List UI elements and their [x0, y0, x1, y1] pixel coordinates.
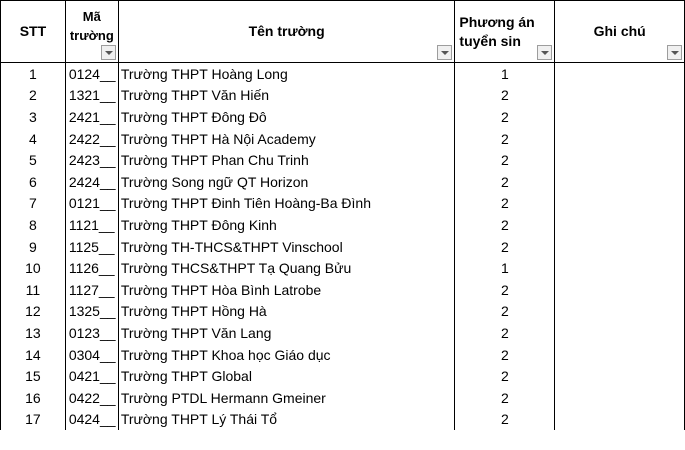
header-phuong-an	[455, 1, 555, 63]
cell-school-name[interactable]: Trường THPT Hà Nội Academy	[118, 128, 455, 150]
header-stt	[1, 1, 66, 63]
cell-stt[interactable]: 17	[1, 409, 66, 431]
table-row	[1, 214, 685, 236]
cell-stt[interactable]: 5	[1, 149, 66, 171]
header-row	[1, 1, 685, 63]
table-row	[1, 322, 685, 344]
cell-school-name[interactable]: Trường THCS&THPT Tạ Quang Bửu	[118, 257, 455, 279]
cell-admission-plan[interactable]: 2	[455, 193, 555, 215]
cell-school-code[interactable]: 0421__	[65, 365, 118, 387]
cell-stt[interactable]: 8	[1, 214, 66, 236]
cell-note[interactable]	[555, 63, 685, 85]
table-row	[1, 149, 685, 171]
cell-school-name[interactable]: Trường THPT Lý Thái Tổ	[118, 409, 455, 431]
header-phuong-an-line2: tuyển sin	[459, 32, 521, 49]
cell-note[interactable]	[555, 193, 685, 215]
cell-stt[interactable]: 6	[1, 171, 66, 193]
header-ghi-chu	[555, 1, 685, 63]
table-row	[1, 128, 685, 150]
cell-stt[interactable]: 4	[1, 128, 66, 150]
cell-note[interactable]	[555, 409, 685, 431]
cell-admission-plan[interactable]: 2	[455, 106, 555, 128]
cell-stt[interactable]: 1	[1, 63, 66, 85]
cell-school-code[interactable]: 0424__	[65, 409, 118, 431]
cell-note[interactable]	[555, 149, 685, 171]
cell-admission-plan[interactable]: 2	[455, 128, 555, 150]
header-ten-truong-label: Tên trường	[248, 23, 325, 39]
cell-school-name[interactable]: Trường THPT Văn Hiến	[118, 85, 455, 107]
cell-school-name[interactable]: Trường Song ngữ QT Horizon	[118, 171, 455, 193]
table-row	[1, 279, 685, 301]
cell-school-code[interactable]: 2421__	[65, 106, 118, 128]
cell-school-name[interactable]: Trường THPT Đinh Tiên Hoàng-Ba Đình	[118, 193, 455, 215]
cell-school-code[interactable]: 0124__	[65, 63, 118, 85]
table-row	[1, 409, 685, 431]
cell-school-code[interactable]: 0123__	[65, 322, 118, 344]
cell-note[interactable]	[555, 301, 685, 323]
cell-school-code[interactable]: 2423__	[65, 149, 118, 171]
cell-school-code[interactable]: 0121__	[65, 193, 118, 215]
cell-school-name[interactable]: Trường PTDL Hermann Gmeiner	[118, 387, 455, 409]
header-ten-truong	[118, 1, 455, 63]
cell-stt[interactable]: 3	[1, 106, 66, 128]
header-ma-truong	[65, 1, 118, 63]
cell-admission-plan[interactable]: 2	[455, 171, 555, 193]
cell-admission-plan[interactable]: 2	[455, 387, 555, 409]
cell-admission-plan[interactable]: 2	[455, 279, 555, 301]
cell-note[interactable]	[555, 106, 685, 128]
cell-note[interactable]	[555, 257, 685, 279]
cell-note[interactable]	[555, 387, 685, 409]
cell-stt[interactable]: 9	[1, 236, 66, 258]
cell-note[interactable]	[555, 214, 685, 236]
cell-school-code[interactable]: 0422__	[65, 387, 118, 409]
cell-school-code[interactable]: 2424__	[65, 171, 118, 193]
cell-admission-plan[interactable]: 2	[455, 301, 555, 323]
table-row	[1, 301, 685, 323]
cell-stt[interactable]: 16	[1, 387, 66, 409]
cell-school-name[interactable]: Trường THPT Hòa Bình Latrobe	[118, 279, 455, 301]
cell-school-code[interactable]: 1126__	[65, 257, 118, 279]
table-row	[1, 387, 685, 409]
filter-dropdown-icon[interactable]	[667, 45, 682, 60]
filter-dropdown-icon[interactable]	[537, 45, 552, 60]
table-row	[1, 257, 685, 279]
cell-school-code[interactable]: 1321__	[65, 85, 118, 107]
cell-school-name[interactable]: Trường THPT Văn Lang	[118, 322, 455, 344]
cell-school-code[interactable]: 0304__	[65, 344, 118, 366]
cell-school-name[interactable]: Trường THPT Khoa học Giáo dục	[118, 344, 455, 366]
cell-note[interactable]	[555, 365, 685, 387]
table-row	[1, 171, 685, 193]
cell-stt[interactable]: 13	[1, 322, 66, 344]
table-row	[1, 344, 685, 366]
cell-admission-plan[interactable]: 2	[455, 322, 555, 344]
cell-note[interactable]	[555, 128, 685, 150]
cell-school-name[interactable]: Trường THPT Hoàng Long	[118, 63, 455, 85]
cell-admission-plan[interactable]: 2	[455, 236, 555, 258]
cell-stt[interactable]: 10	[1, 257, 66, 279]
filter-dropdown-icon[interactable]	[101, 45, 116, 60]
cell-stt[interactable]: 14	[1, 344, 66, 366]
cell-school-name[interactable]: Trường THPT Global	[118, 365, 455, 387]
cell-admission-plan[interactable]: 2	[455, 85, 555, 107]
cell-note[interactable]	[555, 322, 685, 344]
cell-admission-plan[interactable]: 2	[455, 344, 555, 366]
cell-stt[interactable]: 12	[1, 301, 66, 323]
header-ghi-chu-label: Ghi chú	[593, 23, 646, 39]
cell-school-code[interactable]: 1325__	[65, 301, 118, 323]
cell-note[interactable]	[555, 85, 685, 107]
header-ma-truong-line2: trường	[69, 28, 114, 43]
cell-school-code[interactable]: 1121__	[65, 214, 118, 236]
cell-school-code[interactable]: 1127__	[65, 279, 118, 301]
cell-school-name[interactable]: Trường THPT Hồng Hà	[118, 301, 455, 323]
header-ma-truong-line1: Mã	[82, 9, 101, 24]
cell-school-name[interactable]: Trường THPT Đông Kinh	[118, 214, 455, 236]
cell-admission-plan[interactable]: 2	[455, 149, 555, 171]
cell-school-name[interactable]: Trường TH-THCS&THPT Vinschool	[118, 236, 455, 258]
cell-note[interactable]	[555, 171, 685, 193]
table-row	[1, 106, 685, 128]
cell-school-name[interactable]: Trường THPT Phan Chu Trinh	[118, 149, 455, 171]
cell-stt[interactable]: 11	[1, 279, 66, 301]
cell-admission-plan[interactable]: 2	[455, 365, 555, 387]
table-row	[1, 63, 685, 85]
cell-admission-plan[interactable]: 1	[455, 257, 555, 279]
cell-note[interactable]	[555, 279, 685, 301]
table-row	[1, 365, 685, 387]
table-row	[1, 193, 685, 215]
cell-note[interactable]	[555, 236, 685, 258]
header-stt-label: STT	[19, 23, 47, 39]
table-row	[1, 236, 685, 258]
cell-stt[interactable]: 15	[1, 365, 66, 387]
cell-school-name[interactable]: Trường THPT Đông Đô	[118, 106, 455, 128]
filter-dropdown-icon[interactable]	[437, 45, 452, 60]
cell-admission-plan[interactable]: 2	[455, 409, 555, 431]
table-row	[1, 85, 685, 107]
cell-school-code[interactable]: 1125__	[65, 236, 118, 258]
cell-school-code[interactable]: 2422__	[65, 128, 118, 150]
cell-admission-plan[interactable]: 1	[455, 63, 555, 85]
cell-admission-plan[interactable]: 2	[455, 214, 555, 236]
cell-note[interactable]	[555, 344, 685, 366]
header-phuong-an-line1: Phương án	[459, 13, 535, 30]
cell-stt[interactable]: 7	[1, 193, 66, 215]
cell-stt[interactable]: 2	[1, 85, 66, 107]
